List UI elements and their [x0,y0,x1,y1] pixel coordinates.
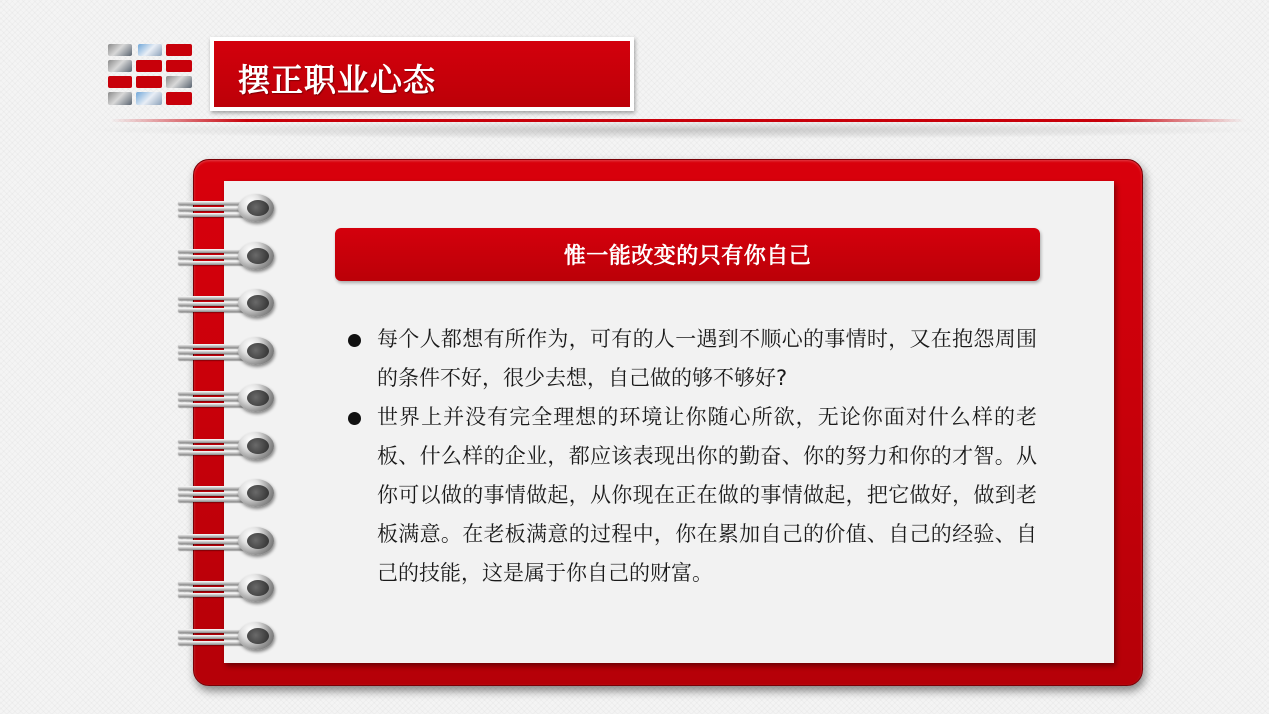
ring-hole-icon [238,527,274,555]
logo-red-tile [166,60,192,72]
logo-photo-tile [108,92,132,105]
list-item [345,398,1045,593]
divider-shadow [95,121,1260,139]
ring-hole-icon [238,622,274,650]
logo-red-tile [136,60,162,72]
spiral-ring [178,527,278,557]
subtitle-bar [335,228,1040,281]
ring-hole-icon [238,194,274,222]
title-banner [210,37,634,111]
ring-hole-icon [238,337,274,365]
logo-red-tile [136,76,162,88]
spiral-ring [178,289,278,319]
logo-photo-tile [108,60,132,72]
ring-hole-icon [238,574,274,602]
logo-red-tile [166,92,192,105]
bullet-list [345,320,1045,593]
subtitle-text: 惟一能改变的只有你自己 [563,244,812,269]
list-item [345,320,1045,398]
logo-red-tile [166,44,192,56]
ring-hole-icon [238,289,274,317]
spiral-ring [178,194,278,224]
spiral-ring [178,384,278,414]
spiral-ring [178,574,278,604]
ring-hole-icon [238,432,274,460]
spiral-ring [178,622,278,652]
title-banner-fill [214,41,630,107]
spiral-ring [178,242,278,272]
ring-hole-icon [238,479,274,507]
page-title: 摆正职业心态 [238,61,437,99]
bullet-dot-icon [348,334,361,347]
logo-photo-tile [166,76,192,88]
header-divider [110,119,1245,122]
ring-hole-icon [238,384,274,412]
bullet-dot-icon [348,412,361,425]
logo-photo-tile [108,44,132,56]
logo-grid [108,44,192,106]
spiral-ring [178,337,278,367]
list-item-text: 每个人都想有所作为，可有的人一遇到不顺心的事情时，又在抱怨周围的条件不好，很少去想，自己做的够不够好? [377,327,1037,390]
logo-photo-tile [138,44,162,56]
spiral-ring [178,432,278,462]
spiral-ring [178,479,278,509]
logo-photo-tile [136,92,162,105]
list-item-text: 世界上并没有完全理想的环境让你随心所欲，无论你面对什么样的老板、什么样的企业，都应该表现出你的勤奋、你的努力和你的才智。从你可以做的事情做起，从你现在正在做的事情做起，把它做好，做到老板满意。在老板满意的过程中，你在累加自己的价值、自己的经验、自己的技能，这是属于你自己的财富。 [377,405,1037,585]
logo-red-tile [108,76,132,88]
ring-hole-icon [238,242,274,270]
